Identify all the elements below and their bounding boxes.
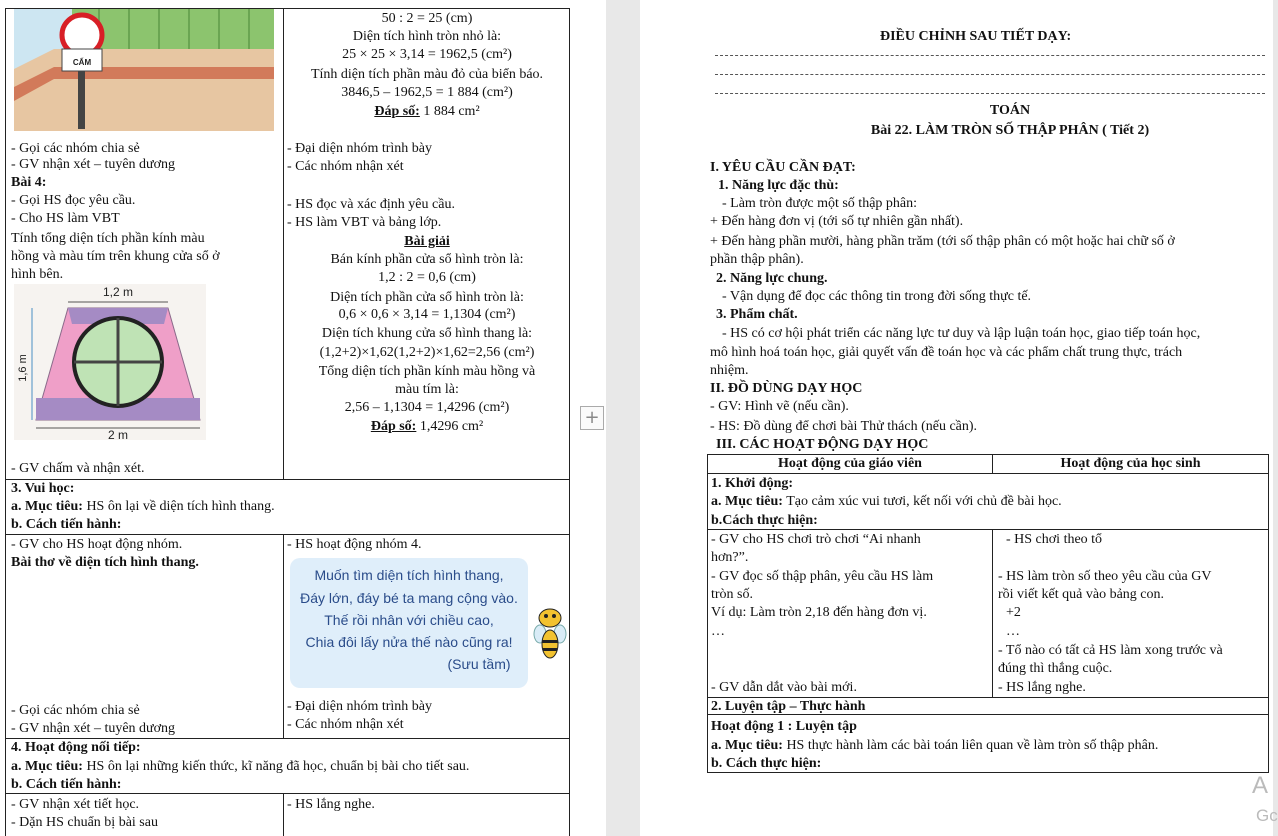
answer-line xyxy=(285,419,569,435)
section-goal xyxy=(11,759,469,775)
gv-step: - Cho HS làm VBT xyxy=(11,211,120,226)
hs-step: - HS lắng nghe. xyxy=(287,797,375,812)
table-border xyxy=(569,8,570,836)
gv-step: - GV dẫn dắt vào bài mới. xyxy=(711,680,857,695)
table-border xyxy=(5,8,6,836)
section-goal xyxy=(711,738,1158,754)
poem-title: Bài thơ về diện tích hình thang. xyxy=(11,555,199,570)
table-border xyxy=(707,454,708,773)
table-border xyxy=(5,534,570,535)
section-method: b. Cách thực hiện: xyxy=(711,756,822,771)
goal-text: HS ôn lại về diện tích hình thang. xyxy=(86,499,275,514)
problem-text: Tính tổng diện tích phần kính màu xyxy=(11,231,205,246)
hs-step: - Các nhóm nhận xét xyxy=(287,159,404,174)
hs-step: - HS chơi theo tổ xyxy=(1006,532,1103,547)
subsection-heading: 3. Phẩm chất. xyxy=(716,307,798,322)
goal-label: a. Mục tiêu: xyxy=(11,759,83,774)
section-method: b. Cách tiến hành: xyxy=(11,517,122,532)
section-title: 4. Hoạt động nối tiếp: xyxy=(11,740,141,755)
table-border xyxy=(992,529,993,698)
gv-step: - GV cho HS hoạt động nhóm. xyxy=(11,537,183,552)
hs-step: +2 xyxy=(1006,605,1021,620)
gv-step: - Gọi các nhóm chia sẻ xyxy=(11,703,140,718)
text-line: 3846,5 – 1962,5 = 1 884 (cm²) xyxy=(341,85,513,100)
hs-step: - HS hoạt động nhóm 4. xyxy=(287,537,422,552)
gv-step: - Gọi HS đọc yêu cầu. xyxy=(11,193,136,208)
section-goal xyxy=(11,499,275,515)
text-line: - HS: Đồ dùng để chơi bài Thử thách (nếu cần). xyxy=(710,419,978,434)
table-border xyxy=(283,8,284,480)
section-method: b. Cách tiến hành: xyxy=(11,777,122,792)
solution-line: 1,2 : 2 = 0,6 (cm) xyxy=(378,270,476,285)
table-border xyxy=(283,793,284,836)
text-line: Tính diện tích phần màu đỏ của biển báo. xyxy=(310,67,544,82)
section-heading: III. CÁC HOẠT ĐỘNG DẠY HỌC xyxy=(716,437,929,452)
hs-step: - Đại diện nhóm trình bày xyxy=(287,141,433,156)
solution-line: Tổng diện tích phần kính màu hồng và xyxy=(318,364,536,379)
gv-step: - GV nhận xét – tuyên dương xyxy=(11,157,176,172)
poem-line: Chia đôi lấy nửa thế nào cũng ra! xyxy=(305,634,513,650)
table-border xyxy=(5,738,570,739)
activity-title: Hoạt động 1 : Luyện tập xyxy=(711,719,857,734)
gv-step: - GV chấm và nhận xét. xyxy=(11,461,145,476)
answer-label: Đáp số: xyxy=(370,419,417,434)
hs-step: - Tổ nào có tất cả HS làm xong trước và xyxy=(998,643,1223,658)
sign-illustration xyxy=(14,9,274,131)
window-figure xyxy=(14,284,206,440)
solution-line: Diện tích phần cửa sổ hình tròn là: xyxy=(330,290,524,305)
gv-step: tròn số. xyxy=(711,587,753,602)
answer-value: 1,4296 cm² xyxy=(419,419,484,434)
figure-bottom-label: 2 m xyxy=(107,428,129,442)
problem-text: hồng và màu tím trên khung cửa sổ ở xyxy=(11,249,220,264)
text-line: 25 × 25 × 3,14 = 1962,5 (cm²) xyxy=(342,47,512,62)
solution-line: màu tím là: xyxy=(395,382,459,397)
gv-step: - Gọi các nhóm chia sẻ xyxy=(11,141,140,156)
text-line: + Đến hàng phần mười, hàng phần trăm (tới số thập phân có một hoặc hai chữ số ở xyxy=(710,234,1175,249)
poem-line: Thế rồi nhân với chiều cao, xyxy=(324,612,494,628)
text-line: - Làm tròn được một số thập phân: xyxy=(722,196,918,211)
table-border xyxy=(5,793,570,794)
gv-step: - GV nhận xét – tuyên dương xyxy=(11,721,176,736)
hs-step: - HS làm VBT và bảng lớp. xyxy=(287,215,442,230)
goal-text: HS thực hành làm các bài toán liên quan về làm tròn số thập phân. xyxy=(786,738,1159,753)
hs-step: - HS làm tròn số theo yêu cầu của GV xyxy=(998,569,1212,584)
hs-step: rồi viết kết quả vào bảng con. xyxy=(998,587,1165,602)
gv-step: … xyxy=(711,624,725,639)
section-goal xyxy=(711,494,1062,510)
section-title: 1. Khởi động: xyxy=(711,476,794,491)
answer-value: 1 884 cm² xyxy=(423,104,480,119)
hs-step: đúng thì thắng cuộc. xyxy=(998,661,1113,676)
goal-label: a. Mục tiêu: xyxy=(711,494,783,509)
adjust-title: ĐIỀU CHỈNH SAU TIẾT DẠY: xyxy=(880,29,1072,44)
dashed-line xyxy=(715,93,1265,94)
poem-box xyxy=(290,558,528,688)
table-header-gv: Hoạt động của giáo viên xyxy=(778,456,922,471)
text-line: Diện tích hình tròn nhỏ là: xyxy=(352,29,502,44)
section-heading: I. YÊU CẦU CẦN ĐẠT: xyxy=(710,160,856,175)
cropped-text: Gc xyxy=(1256,806,1278,825)
hs-step: - Các nhóm nhận xét xyxy=(287,717,404,732)
table-border xyxy=(707,454,1269,455)
goal-text: Tạo cảm xúc vui tươi, kết nối với chủ đề bài học. xyxy=(786,494,1062,509)
bee-icon xyxy=(534,600,566,664)
answer-line xyxy=(285,104,569,120)
poem-source: (Sưu tầm) xyxy=(447,656,511,672)
exercise-title: Bài 4: xyxy=(11,175,47,190)
table-border xyxy=(707,772,1269,773)
hs-step: - HS đọc và xác định yêu cầu. xyxy=(287,197,455,212)
lesson-title: Bài 22. LÀM TRÒN SỐ THẬP PHÂN ( Tiết 2) xyxy=(870,123,1150,138)
cropped-text: A xyxy=(1252,772,1269,799)
text-line: - GV: Hình vẽ (nếu cần). xyxy=(710,399,849,414)
table-border xyxy=(707,697,1269,698)
text-line: phần thập phân). xyxy=(710,252,804,267)
goal-label: a. Mục tiêu: xyxy=(11,499,83,514)
gv-step: - Dặn HS chuẩn bị bài sau xyxy=(11,815,158,830)
goal-label: a. Mục tiêu: xyxy=(711,738,783,753)
figure-side-label: 1,6 m xyxy=(17,354,29,382)
table-border xyxy=(5,479,570,480)
table-border xyxy=(707,473,1269,474)
hs-step: - Đại diện nhóm trình bày xyxy=(287,699,433,714)
document-page-left xyxy=(0,0,606,836)
text-line: - Vận dụng để đọc các thông tin trong đời sống thực tế. xyxy=(722,289,1032,304)
gv-step: hơn?”. xyxy=(711,550,749,565)
section-title: 3. Vui học: xyxy=(11,481,75,496)
subject-title: TOÁN xyxy=(989,103,1031,118)
solution-line: Diện tích khung cửa sổ hình thang là: xyxy=(321,326,533,341)
text-line: nhiệm. xyxy=(710,363,749,378)
section-title: 2. Luyện tập – Thực hành xyxy=(711,699,866,714)
goal-text: HS ôn lại những kiến thức, kĩ năng đã học, chuẩn bị bài cho tiết sau. xyxy=(86,759,470,774)
dashed-line xyxy=(715,74,1265,75)
gv-step: Ví dụ: Làm tròn 2,18 đến hàng đơn vị. xyxy=(711,605,927,620)
table-border xyxy=(283,534,284,739)
poem-line: Đáy lớn, đáy bé ta mang cộng vào. xyxy=(300,590,518,606)
table-border xyxy=(1268,454,1269,773)
add-page-button[interactable]: + xyxy=(580,406,604,430)
gv-step: - GV nhận xét tiết học. xyxy=(11,797,140,812)
poem-line: Muốn tìm diện tích hình thang, xyxy=(314,567,504,583)
hs-step: - HS lắng nghe. xyxy=(998,680,1086,695)
section-method: b.Cách thực hiện: xyxy=(711,513,818,528)
text-line: 50 : 2 = 25 (cm) xyxy=(381,11,473,26)
section-heading: II. ĐỒ DÙNG DẠY HỌC xyxy=(710,381,863,396)
document-page-right xyxy=(640,0,1278,836)
problem-text: hình bên. xyxy=(11,267,64,282)
table-border xyxy=(707,529,1269,530)
gv-step: - GV cho HS chơi trò chơi “Ai nhanh xyxy=(711,532,921,547)
solution-title: Bài giải xyxy=(404,234,450,249)
solution-line: 0,6 × 0,6 × 3,14 = 1,1304 (cm²) xyxy=(338,307,516,322)
table-header-hs: Hoạt động của học sinh xyxy=(1060,456,1201,471)
text-line: mô hình hoá toán học, giải quyết vấn đề toán học và các phẩm chất trung thực, trách xyxy=(710,345,1183,360)
gv-step: - GV đọc số thập phân, yêu cầu HS làm xyxy=(711,569,934,584)
subsection-heading: 1. Năng lực đặc thù: xyxy=(718,178,839,193)
text-line: + Đến hàng đơn vị (tới số tự nhiên gần nhất). xyxy=(710,214,964,229)
subsection-heading: 2. Năng lực chung. xyxy=(716,271,828,286)
answer-label: Đáp số: xyxy=(374,104,420,119)
dashed-line xyxy=(715,55,1265,56)
solution-line: 2,56 – 1,1304 = 1,4296 (cm²) xyxy=(344,400,510,415)
figure-top-label: 1,2 m xyxy=(102,285,134,299)
sign-label: CẤM xyxy=(72,58,92,67)
solution-line: (1,2+2)×1,62(1,2+2)×1,62=2,56 (cm²) xyxy=(319,345,535,360)
text-line: - HS có cơ hội phát triển các năng lực tư duy và lập luận toán học, giao tiếp toán học, xyxy=(722,326,1201,341)
solution-line: Bán kính phần cửa sổ hình tròn là: xyxy=(330,252,524,267)
hs-step: … xyxy=(1006,624,1020,639)
